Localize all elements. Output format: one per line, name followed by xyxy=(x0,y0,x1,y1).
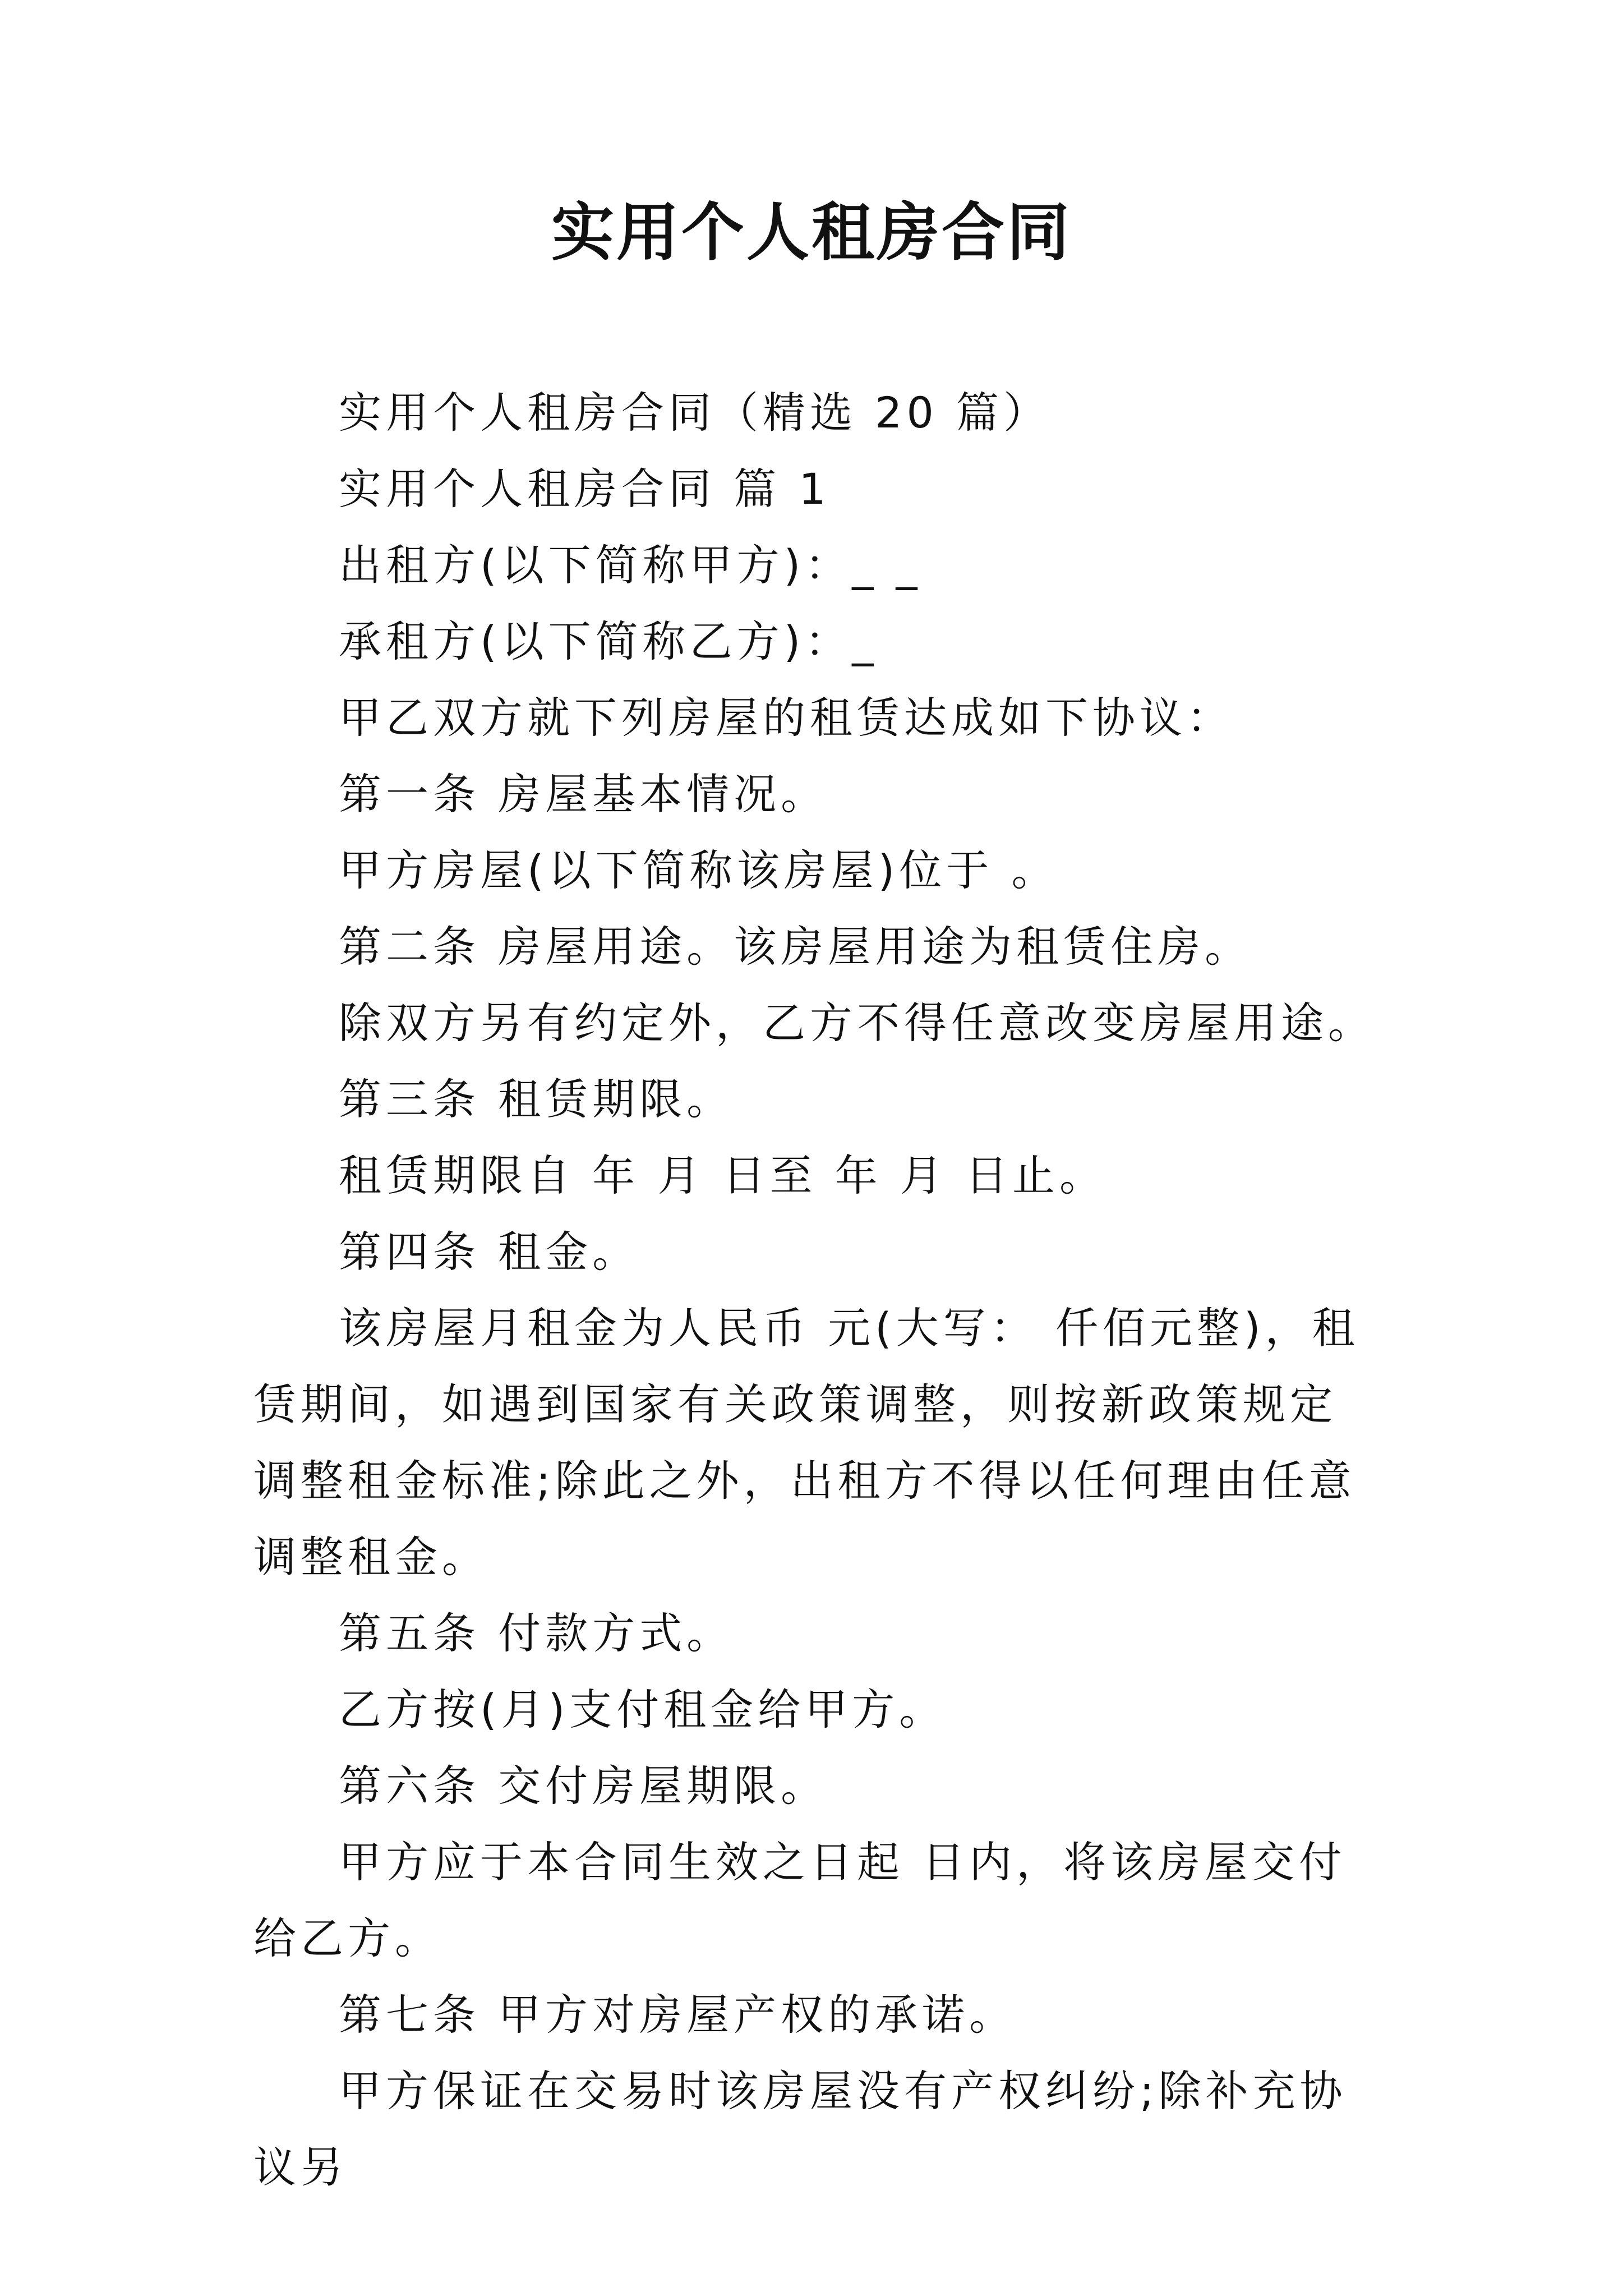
paragraph-section-heading: 实用个人租房合同 篇 1 xyxy=(339,464,831,514)
paragraph-lessee: 承租方(以下简称乙方)：_ xyxy=(339,616,878,666)
paragraph-article-2: 第二条 房屋用途。该房屋用途为租赁住房。 xyxy=(339,922,1252,972)
paragraph-rent-amount: 该房屋月租金为人民币 元(大写： 仟佰元整)，租赁期间，如遇到国家有关政策调整，则按新政策规定调整租金标准;除此之外，出租方不得以任何理由任意调整租金。 xyxy=(253,1303,1359,1582)
paragraph-lease-term: 租赁期限自 年 月 日至 年 月 日止。 xyxy=(339,1151,1106,1200)
paragraph-title-guarantee: 甲方保证在交易时该房屋没有产权纠纷;除补充协议另 xyxy=(253,2066,1347,2192)
paragraph-article-3: 第三条 租赁期限。 xyxy=(339,1074,734,1124)
paragraph-article-4: 第四条 租金。 xyxy=(339,1227,640,1277)
paragraph-agreement-intro: 甲乙双方就下列房屋的租赁达成如下协议： xyxy=(339,693,1234,743)
paragraph-delivery-deadline: 甲方应于本合同生效之日起 日内，将该房屋交付给乙方。 xyxy=(253,1837,1347,1963)
document-title: 实用个人租房合同 xyxy=(551,196,1072,269)
paragraph-collection-heading: 实用个人租房合同（精选 20 篇） xyxy=(339,388,1051,438)
paragraph-article-6: 第六条 交付房屋期限。 xyxy=(339,1761,828,1811)
paragraph-lessor: 出租方(以下简称甲方)：_ _ xyxy=(339,540,922,590)
paragraph-article-5: 第五条 付款方式。 xyxy=(339,1608,734,1658)
paragraph-payment-method: 乙方按(月)支付租金给甲方。 xyxy=(339,1685,947,1734)
paragraph-article-7: 第七条 甲方对房屋产权的承诺。 xyxy=(339,1990,1017,2040)
paragraph-house-location: 甲方房屋(以下简称该房屋)位于 。 xyxy=(339,845,1059,895)
paragraph-article-1: 第一条 房屋基本情况。 xyxy=(339,769,828,819)
document-body xyxy=(253,375,1375,2206)
paragraph-usage-restriction: 除双方另有约定外，乙方不得任意改变房屋用途。 xyxy=(339,998,1375,1048)
